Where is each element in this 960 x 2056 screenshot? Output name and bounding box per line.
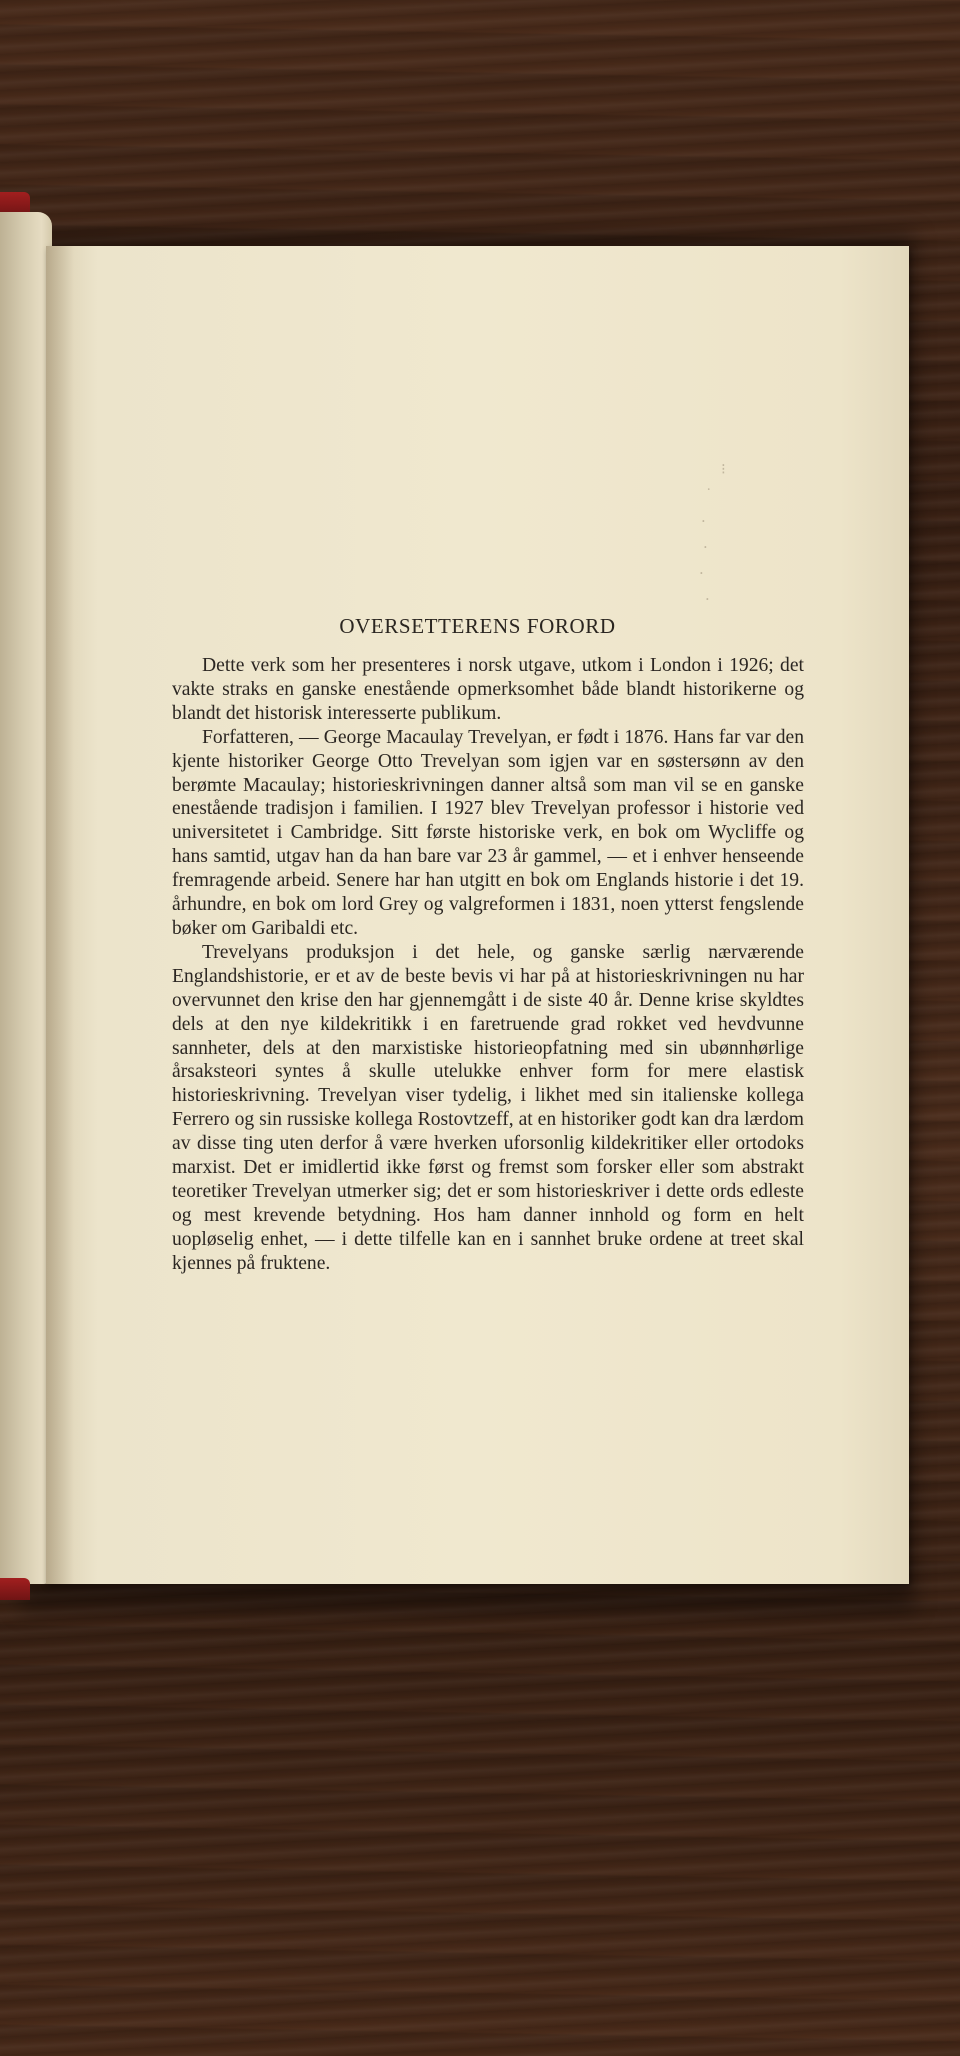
paragraph: Forfatteren, — George Macaulay Trevelyan, er født i 1876. Hans far var den kjente historiker George Otto Trevelyan som igjen var en søstersønn av den berømte Macaulay; historieskrivningen danner altså som man vil se en ganske enestående tradisjon i familien. I 1927 blev Trevelyan professor i historie ved universitetet i Cambridge. Sitt første historiske verk, en bok om Wycliffe og hans samtid, utgav han da han bare var 23 år gammel, — et i enhver henseende fremragende arbeid. Senere har han utgitt en bok om Englands historie i det 19. århundre, en bok om lord Grey og valgreformen i 1831, noen ytterst fengslende bøker om Garibaldi etc. (172, 726, 804, 939)
book-page (46, 246, 909, 1584)
paragraph: Trevelyans produksjon i det hele, og ganske særlig nærværende Englandshistorie, er et av de beste bevis vi har på at historieskrivningen nu har overvunnet den krise den har gjennemgått i de siste 40 år. Denne krise skyldtes dels at den nye kildekritikk i en faretruende grad rokket ved hevdvunne sannheter, dels at den marxistiske historieopfatning med sin ubønnhørlige årsaksteori syntes å skulle utelukke enhver form for mere elastisk historieskrivning. Trevelyan viser tydelig, i likhet med sin italienske kollega Ferrero og sin russiske kollega Rostovtzeff, at en historiker godt kan dra lærdom av disse ting uten derfor å være hverken uforsonlig kildekritiker eller ortodoks marxist. Det er imidlertid ikke først og fremst som forsker eller som abstrakt teoretiker Trevelyan utmerker sig; det er som historieskriver i dette ords edleste og mest krevende betydning. Hos ham danner innhold og form en helt uopløselig enhet, — i dette tilfelle kan en i sannhet bruke ordene at treet skal kjennes på fruktene. (172, 941, 804, 1274)
body-text (172, 654, 804, 1276)
page-heading: OVERSETTERENS FORORD (339, 614, 616, 638)
paragraph: Dette verk som her presenteres i norsk utgave, utkom i London i 1926; det vakte straks en ganske enestående opmerksomhet både blandt historikerne og blandt det historisk interesserte publikum. (172, 655, 804, 724)
gutter-shadow (46, 246, 74, 1584)
book-spine-bottom (0, 1578, 30, 1600)
left-page-edge (0, 212, 52, 1584)
bleed-through-marks: ⁝ ˙ · · · · (699, 460, 726, 608)
